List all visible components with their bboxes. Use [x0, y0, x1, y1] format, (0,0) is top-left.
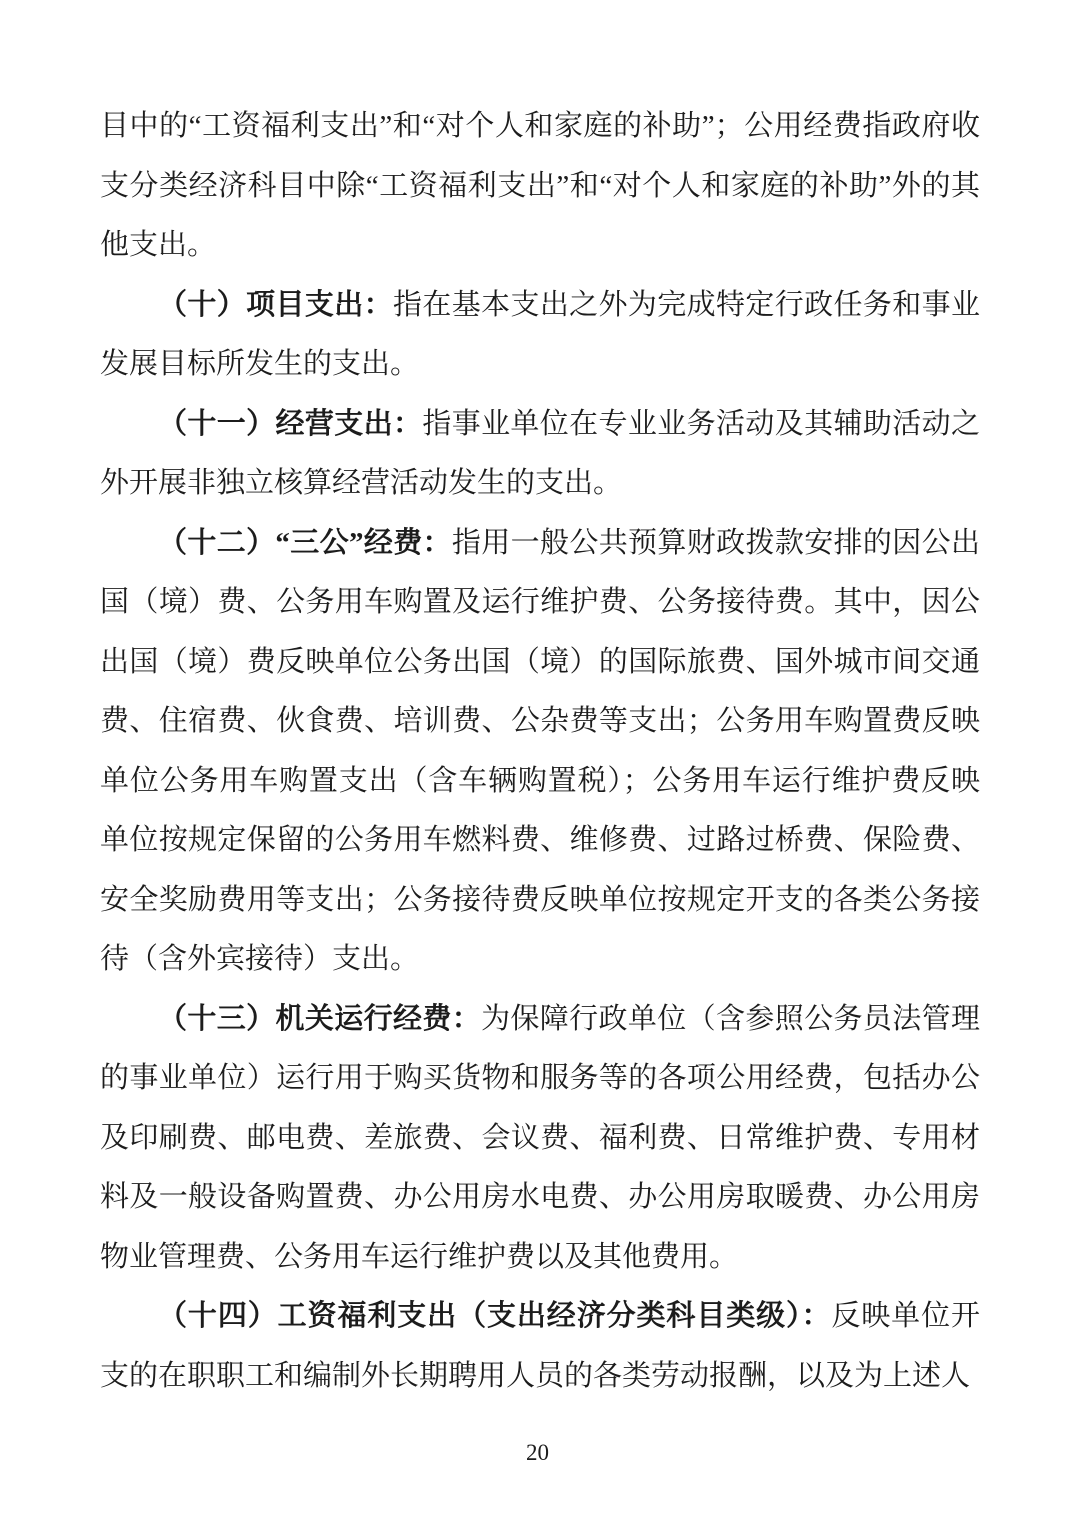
paragraph-leader: （十一）经营支出： [158, 407, 423, 440]
paragraph-continuation [100, 97, 980, 276]
paragraph-leader: （十四）工资福利支出（支出经济分类科目类级）： [158, 1300, 832, 1332]
paragraph-item-11 [100, 395, 980, 514]
paragraph-text: 指用一般公共预算财政拨款安排的因公出国（境）费、公务用车购置及运行维护费、公务接待费。其中，因公出国（境）费反映单位公务出国（境）的国际旅费、国外城市间交通费、住宿费、伙食费、培训费、公杂费等支出；公务用车购置费反映单位公务用车购置支出（含车辆购置税）；公务用车运行维护费反映单位按规定保留的公务用车燃料费、维修费、过路过桥费、保险费、安全奖励费用等支出；公务接待费反映单位按规定开支的各类公务接待（含外宾接待）支出。 [100, 526, 980, 975]
page-number: 20 [526, 1440, 549, 1465]
paragraph-leader: （十）项目支出： [158, 288, 393, 321]
paragraph-item-10 [100, 276, 980, 395]
paragraph-text: 反映单位开支的在职职工和编制外长期聘用人员的各类劳动报酬，以及为上述人 [100, 1300, 980, 1392]
paragraph-item-14 [100, 1287, 980, 1406]
paragraph-item-13 [100, 990, 980, 1288]
paragraph-text: 为保障行政单位（含参照公务员法管理的事业单位）运行用于购买货物和服务等的各项公用经费，包括办公及印刷费、邮电费、差旅费、会议费、福利费、日常维护费、专用材料及一般设备购置费、办公用房水电费、办公用房取暖费、办公用房物业管理费、公务用车运行维护费以及其他费用。 [100, 1002, 980, 1273]
paragraph-leader: （十二）“三公”经费： [158, 526, 452, 559]
paragraph-leader: （十三）机关运行经费： [158, 1002, 482, 1035]
paragraph-text: 指在基本支出之外为完成特定行政任务和事业发展目标所发生的支出。 [100, 288, 980, 380]
paragraph-text: 指事业单位在专业业务活动及其辅助活动之外开展非独立核算经营活动发生的支出。 [100, 407, 980, 499]
paragraph-item-12 [100, 514, 980, 990]
paragraph-text: 目中的“工资福利支出”和“对个人和家庭的补助”；公用经费指政府收支分类经济科目中除“工资福利支出”和“对个人和家庭的补助”外的其他支出。 [100, 110, 980, 261]
document-body [100, 97, 980, 1406]
